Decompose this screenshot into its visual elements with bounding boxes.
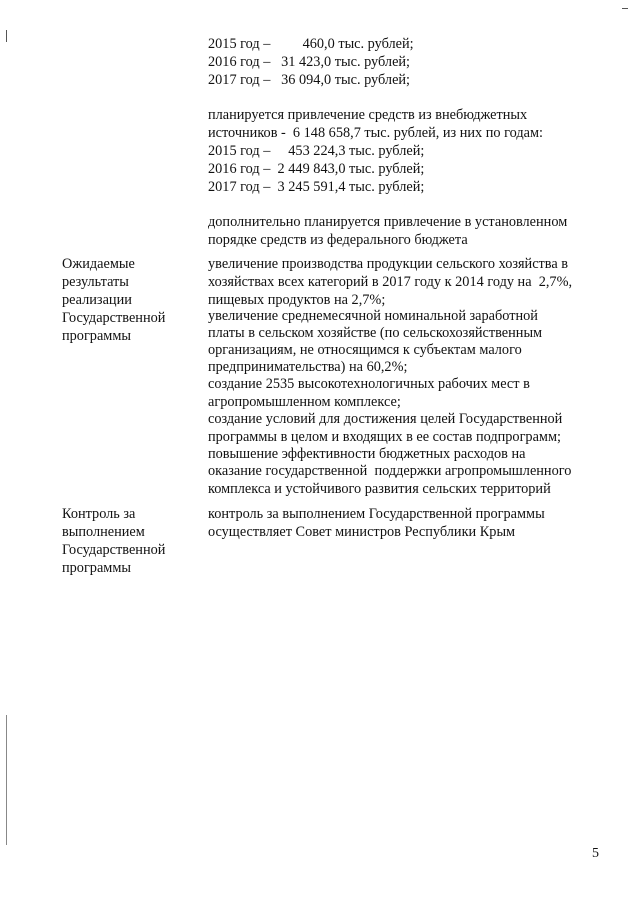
label-line: реализации (62, 292, 132, 308)
text-line: 2015 год – 453 224,3 тыс. рублей; (208, 143, 425, 159)
text-line: создание 2535 высокотехнологичных рабочих мест в (208, 376, 530, 392)
label-line: Государственной (62, 542, 166, 558)
text-line: предпринимательства) на 60,2%; (208, 359, 408, 375)
text-line: организациям, не относящимся к субъектам малого (208, 342, 522, 358)
label-line: программы (62, 560, 132, 576)
label-line: Ожидаемые (62, 256, 135, 272)
text-line: 2016 год – 2 449 843,0 тыс. рублей; (208, 161, 425, 177)
label-line: результаты (62, 274, 129, 290)
label-line: выполнением (62, 524, 145, 540)
label-line: Государственной (62, 310, 166, 326)
text-line: порядке средств из федерального бюджета (208, 232, 468, 248)
text-line: программы в целом и входящих в ее состав подпрограмм; (208, 429, 561, 445)
scan-edge-mark (622, 8, 628, 9)
text-line: 2017 год – 36 094,0 тыс. рублей; (208, 72, 411, 88)
text-line: планируется привлечение средств из внебюджетных (208, 107, 528, 123)
text-line: хозяйствах всех категорий в 2017 году к 2014 году на 2,7%, (208, 274, 573, 290)
text-line: пищевых продуктов на 2,7%; (208, 292, 386, 308)
text-line: оказание государственной поддержки агропромышленного (208, 463, 572, 479)
text-line: комплекса и устойчивого развития сельских территорий (208, 481, 551, 497)
label-line: Контроль за (62, 506, 136, 522)
scan-edge-mark (6, 30, 7, 42)
text-line: 2015 год – 460,0 тыс. рублей; (208, 36, 414, 52)
text-line: контроль за выполнением Государственной программы (208, 506, 545, 522)
text-line: увеличение среднемесячной номинальной заработной (208, 308, 538, 324)
page-number: 5 (592, 846, 599, 861)
text-line: осуществляет Совет министров Республики Крым (208, 524, 516, 540)
label-line: программы (62, 328, 132, 344)
text-line: 2017 год – 3 245 591,4 тыс. рублей; (208, 179, 425, 195)
text-line: источников - 6 148 658,7 тыс. рублей, из них по годам: (208, 125, 544, 141)
text-line: создание условий для достижения целей Государственной (208, 411, 563, 427)
scan-edge-mark (6, 715, 7, 845)
text-line: дополнительно планируется привлечение в установленном (208, 214, 568, 230)
text-line: повышение эффективности бюджетных расходов на (208, 446, 526, 462)
text-line: увеличение производства продукции сельского хозяйства в (208, 256, 569, 272)
text-line: 2016 год – 31 423,0 тыс. рублей; (208, 54, 411, 70)
text-line: платы в сельском хозяйстве (по сельскохозяйственным (208, 325, 543, 341)
text-line: агропромышленном комплексе; (208, 394, 401, 410)
